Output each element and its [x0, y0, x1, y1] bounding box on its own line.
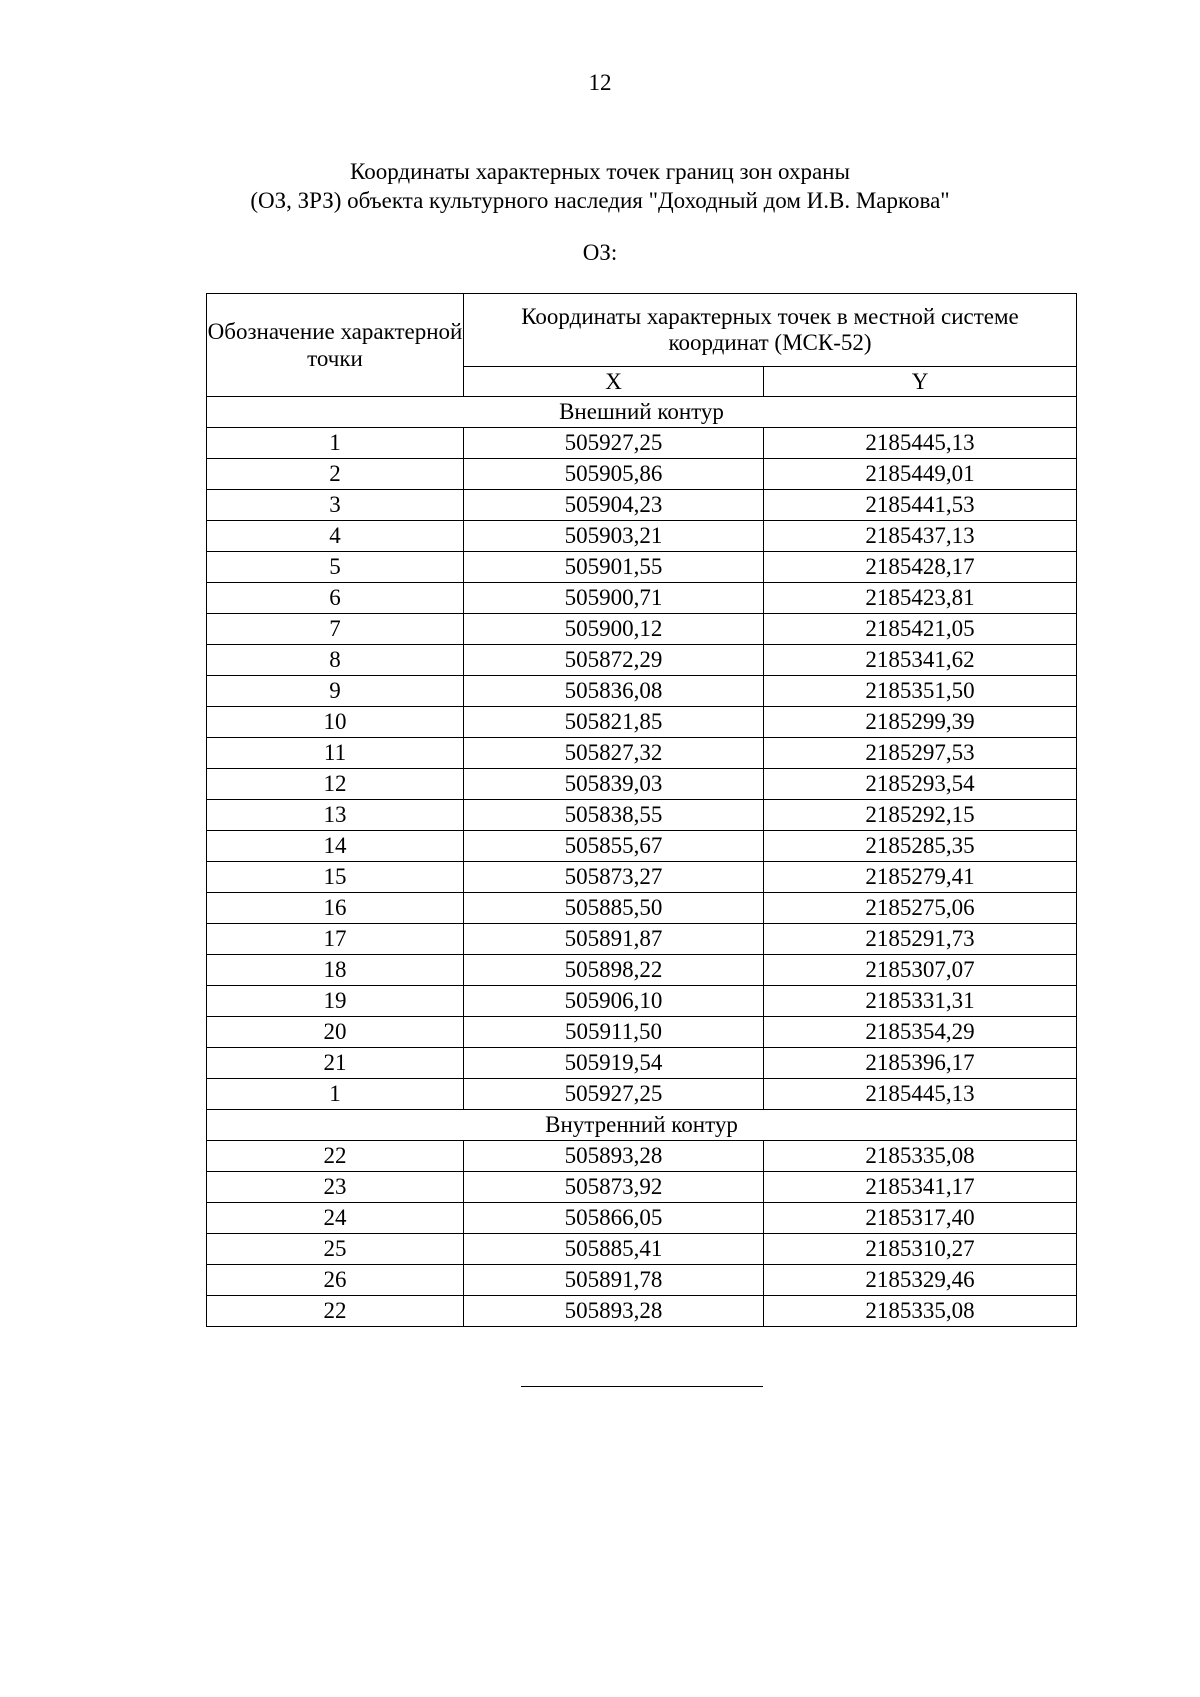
y-coordinate-cell: 2185307,07: [764, 955, 1077, 986]
point-designation-cell: 1: [207, 1079, 464, 1110]
point-designation-cell: 8: [207, 645, 464, 676]
y-coordinate-cell: 2185329,46: [764, 1265, 1077, 1296]
table-row: [207, 1141, 1077, 1172]
x-coordinate-cell: 505827,32: [464, 738, 764, 769]
y-coordinate-cell: 2185354,29: [764, 1017, 1077, 1048]
y-coordinate-cell: 2185351,50: [764, 676, 1077, 707]
x-coordinate-cell: 505873,92: [464, 1172, 764, 1203]
y-coordinate-cell: 2185335,08: [764, 1141, 1077, 1172]
y-coordinate-cell: 2185291,73: [764, 924, 1077, 955]
x-coordinate-cell: 505905,86: [464, 459, 764, 490]
point-designation-cell: 1: [207, 428, 464, 459]
point-designation-cell: 16: [207, 893, 464, 924]
table-row: [207, 738, 1077, 769]
table-row: [207, 428, 1077, 459]
group-header-row: [207, 1110, 1077, 1141]
table-row: [207, 1203, 1077, 1234]
y-coordinate-cell: 2185310,27: [764, 1234, 1077, 1265]
table-row: [207, 955, 1077, 986]
y-coordinate-cell: 2185445,13: [764, 428, 1077, 459]
document-title: [0, 157, 1200, 215]
y-coordinate-cell: 2185275,06: [764, 893, 1077, 924]
table-row: [207, 986, 1077, 1017]
point-designation-cell: 11: [207, 738, 464, 769]
group-name: Внешний контур: [207, 397, 1077, 428]
table-row: [207, 1296, 1077, 1327]
title-line-1: Координаты характерных точек границ зон охраны: [350, 159, 850, 184]
table-row: [207, 521, 1077, 552]
point-designation-cell: 20: [207, 1017, 464, 1048]
group-name: Внутренний контур: [207, 1110, 1077, 1141]
x-coordinate-cell: 505821,85: [464, 707, 764, 738]
table-row: [207, 1234, 1077, 1265]
table-row: [207, 769, 1077, 800]
table-row: [207, 1048, 1077, 1079]
point-designation-cell: 14: [207, 831, 464, 862]
x-coordinate-cell: 505906,10: [464, 986, 764, 1017]
point-designation-cell: 3: [207, 490, 464, 521]
point-designation-cell: 18: [207, 955, 464, 986]
x-coordinate-cell: 505891,78: [464, 1265, 764, 1296]
table-row: [207, 1265, 1077, 1296]
y-coordinate-cell: 2185441,53: [764, 490, 1077, 521]
point-designation-cell: 19: [207, 986, 464, 1017]
x-coordinate-cell: 505838,55: [464, 800, 764, 831]
x-coordinate-cell: 505903,21: [464, 521, 764, 552]
y-coordinate-cell: 2185292,15: [764, 800, 1077, 831]
point-designation-cell: 10: [207, 707, 464, 738]
x-coordinate-cell: 505911,50: [464, 1017, 764, 1048]
y-coordinate-cell: 2185423,81: [764, 583, 1077, 614]
y-coordinate-cell: 2185299,39: [764, 707, 1077, 738]
y-coordinate-cell: 2185317,40: [764, 1203, 1077, 1234]
table-row: [207, 490, 1077, 521]
point-designation-cell: 5: [207, 552, 464, 583]
x-coordinate-cell: 505893,28: [464, 1296, 764, 1327]
coordinates-table: [206, 293, 1077, 1327]
x-coordinate-cell: 505919,54: [464, 1048, 764, 1079]
x-coordinate-cell: 505891,87: [464, 924, 764, 955]
section-label: ОЗ:: [582, 240, 618, 265]
point-designation-cell: 15: [207, 862, 464, 893]
table-body: [207, 397, 1077, 1327]
table-row: [207, 1172, 1077, 1203]
point-designation-cell: 22: [207, 1141, 464, 1172]
group-header-row: [207, 397, 1077, 428]
x-coordinate-cell: 505904,23: [464, 490, 764, 521]
y-coordinate-cell: 2185341,62: [764, 645, 1077, 676]
point-designation-cell: 26: [207, 1265, 464, 1296]
y-coordinate-cell: 2185428,17: [764, 552, 1077, 583]
x-coordinate-cell: 505866,05: [464, 1203, 764, 1234]
point-designation-cell: 9: [207, 676, 464, 707]
table-row: [207, 1079, 1077, 1110]
y-coordinate-cell: 2185396,17: [764, 1048, 1077, 1079]
y-coordinate-cell: 2185279,41: [764, 862, 1077, 893]
table-row: [207, 614, 1077, 645]
x-coordinate-cell: 505872,29: [464, 645, 764, 676]
point-designation-cell: 12: [207, 769, 464, 800]
point-designation-cell: 23: [207, 1172, 464, 1203]
x-coordinate-cell: 505839,03: [464, 769, 764, 800]
table-row: [207, 459, 1077, 490]
x-coordinate-cell: 505873,27: [464, 862, 764, 893]
table-row: [207, 676, 1077, 707]
x-coordinate-cell: 505855,67: [464, 831, 764, 862]
y-coordinate-cell: 2185293,54: [764, 769, 1077, 800]
point-designation-cell: 17: [207, 924, 464, 955]
footer-divider: [521, 1386, 763, 1387]
table-row: [207, 893, 1077, 924]
x-coordinate-cell: 505893,28: [464, 1141, 764, 1172]
point-designation-cell: 2: [207, 459, 464, 490]
table-row: [207, 862, 1077, 893]
x-coordinate-cell: 505927,25: [464, 428, 764, 459]
y-coordinate-cell: 2185335,08: [764, 1296, 1077, 1327]
point-designation-cell: 21: [207, 1048, 464, 1079]
table-row: [207, 1017, 1077, 1048]
header-y: Y: [764, 367, 1077, 397]
y-coordinate-cell: 2185445,13: [764, 1079, 1077, 1110]
table-row: [207, 831, 1077, 862]
point-designation-cell: 6: [207, 583, 464, 614]
point-designation-cell: 13: [207, 800, 464, 831]
y-coordinate-cell: 2185437,13: [764, 521, 1077, 552]
page-number: 12: [588, 70, 612, 95]
table-row: [207, 583, 1077, 614]
header-coordinates: Координаты характерных точек в местной системе координат (МСК-52): [464, 294, 1077, 367]
y-coordinate-cell: 2185285,35: [764, 831, 1077, 862]
y-coordinate-cell: 2185421,05: [764, 614, 1077, 645]
table-row: [207, 707, 1077, 738]
x-coordinate-cell: 505900,12: [464, 614, 764, 645]
x-coordinate-cell: 505927,25: [464, 1079, 764, 1110]
x-coordinate-cell: 505901,55: [464, 552, 764, 583]
x-coordinate-cell: 505885,50: [464, 893, 764, 924]
table-row: [207, 800, 1077, 831]
header-point-designation: Обозначение характерной точки: [207, 294, 464, 397]
x-coordinate-cell: 505900,71: [464, 583, 764, 614]
x-coordinate-cell: 505836,08: [464, 676, 764, 707]
y-coordinate-cell: 2185297,53: [764, 738, 1077, 769]
y-coordinate-cell: 2185449,01: [764, 459, 1077, 490]
x-coordinate-cell: 505898,22: [464, 955, 764, 986]
y-coordinate-cell: 2185331,31: [764, 986, 1077, 1017]
point-designation-cell: 4: [207, 521, 464, 552]
x-coordinate-cell: 505885,41: [464, 1234, 764, 1265]
point-designation-cell: 25: [207, 1234, 464, 1265]
header-x: X: [464, 367, 764, 397]
table-row: [207, 645, 1077, 676]
point-designation-cell: 7: [207, 614, 464, 645]
table-row: [207, 924, 1077, 955]
point-designation-cell: 22: [207, 1296, 464, 1327]
point-designation-cell: 24: [207, 1203, 464, 1234]
table-row: [207, 552, 1077, 583]
y-coordinate-cell: 2185341,17: [764, 1172, 1077, 1203]
title-line-2: (ОЗ, ЗРЗ) объекта культурного наследия "Доходный дом И.В. Маркова": [250, 188, 950, 213]
